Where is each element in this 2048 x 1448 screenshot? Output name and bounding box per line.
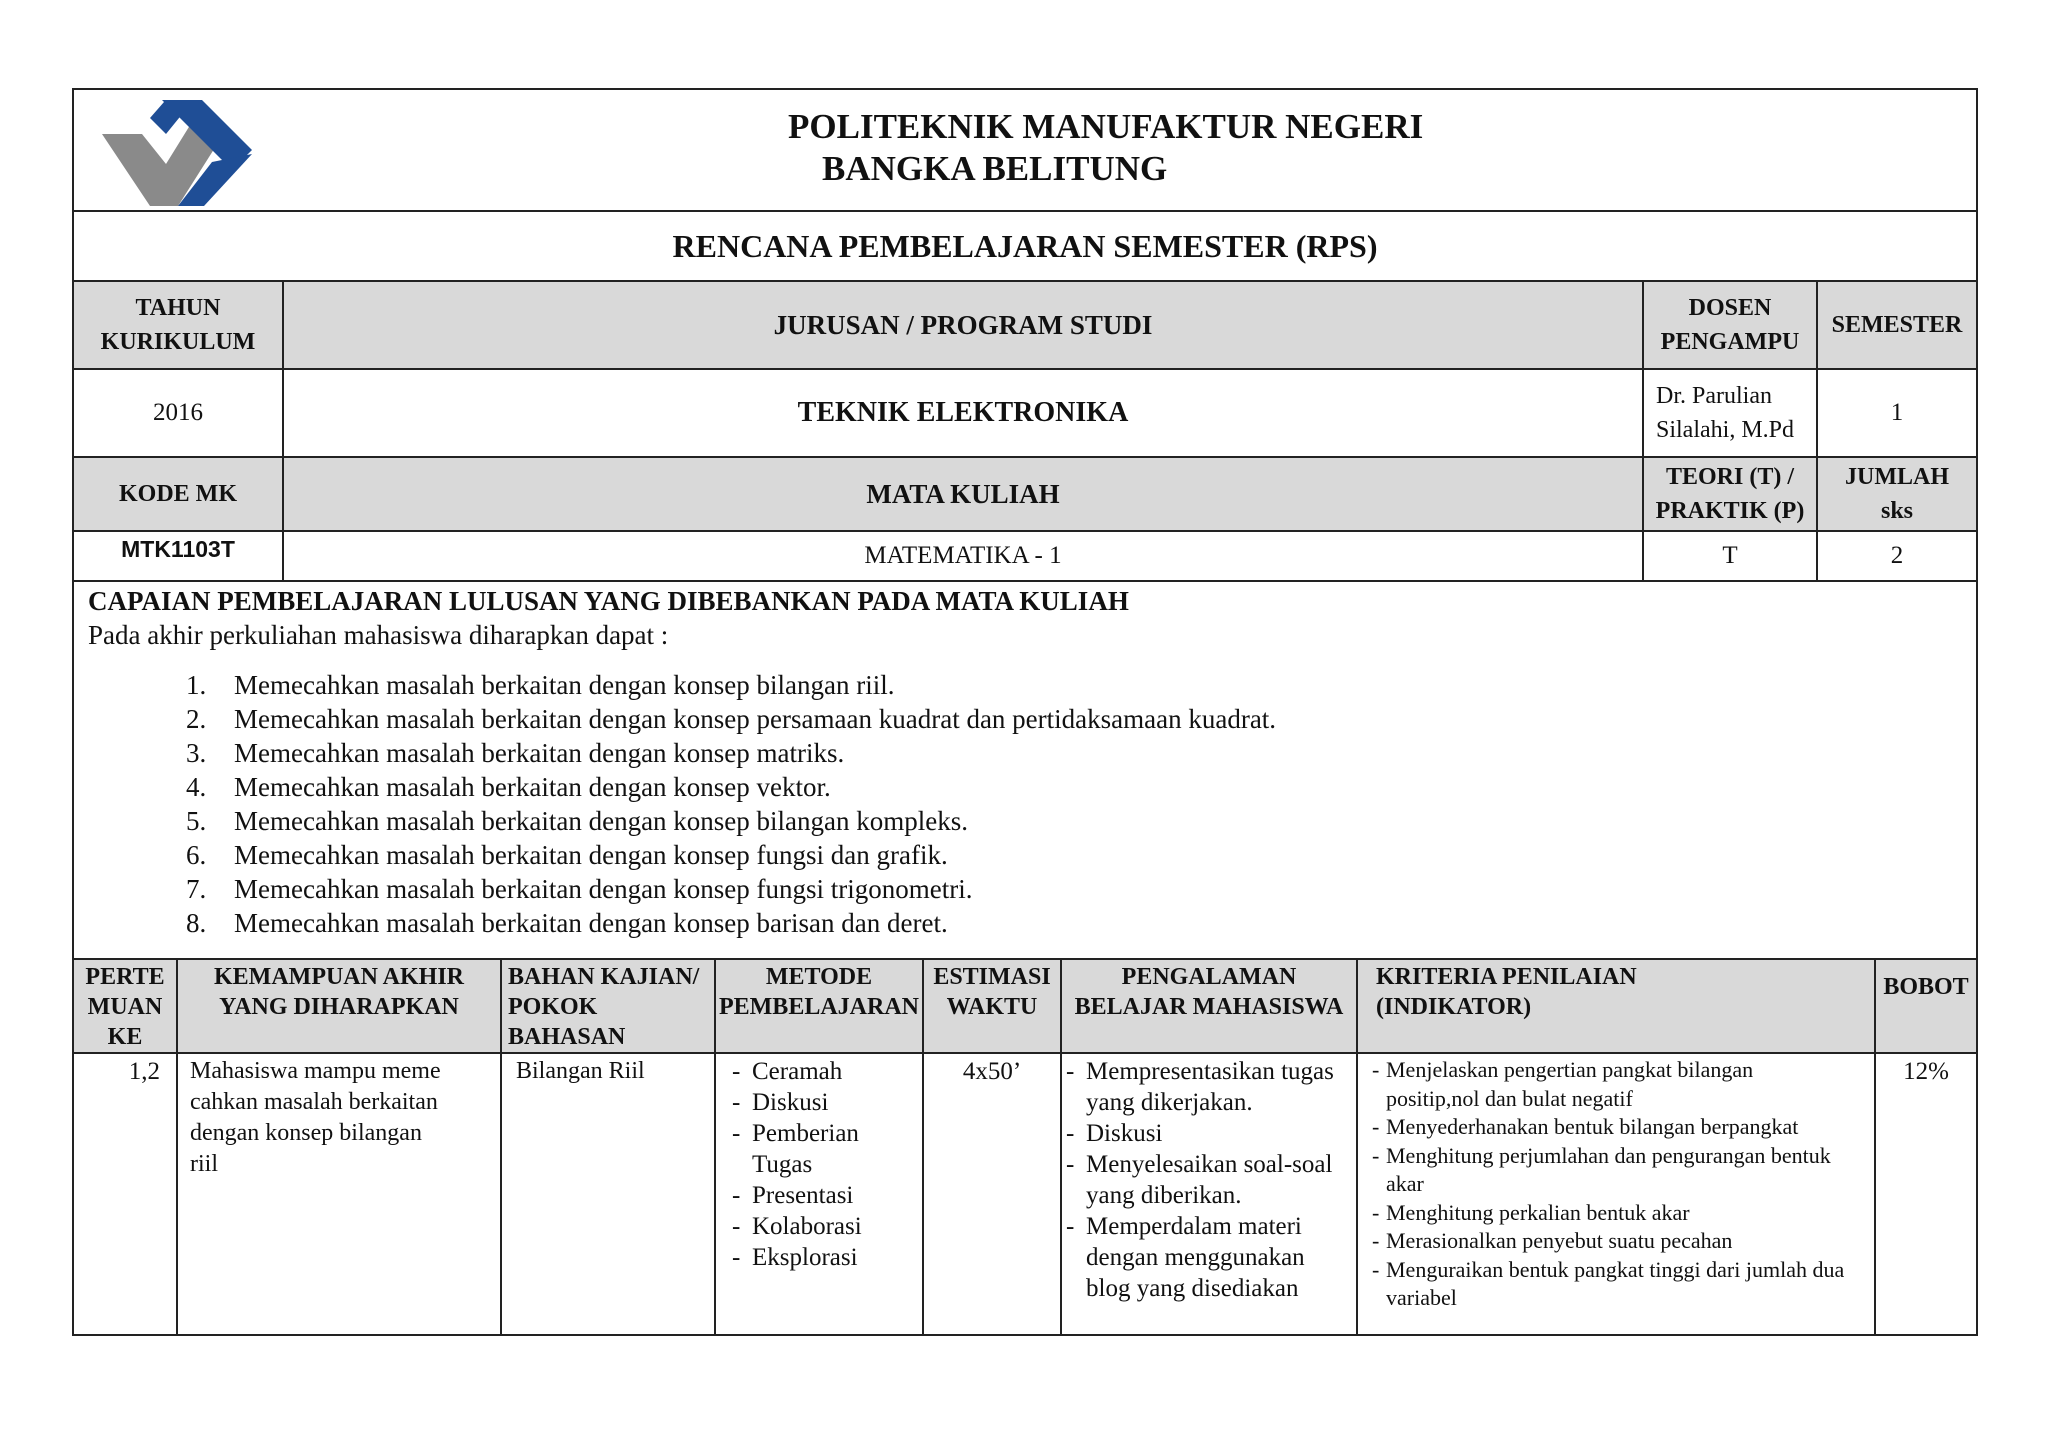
list-item: - Menguraikan bentuk pangkat tinggi dari jumlah dua variabel — [1358, 1256, 1850, 1313]
institution-name-line1: POLITEKNIK MANUFAKTUR NEGERI — [788, 107, 1424, 146]
institution-name-line2: BANGKA BELITUNG — [822, 149, 1168, 188]
course-values-row — [74, 532, 1976, 582]
info-values-row — [74, 370, 1976, 458]
dosen-value: Dr. Parulian Silalahi, M.Pd — [1644, 370, 1818, 456]
kode-mk-header: KODE MK — [74, 458, 284, 530]
cpl-item: 6. Memecahkan masalah berkaitan dengan konsep fungsi dan grafik. — [186, 840, 948, 870]
kemampuan-header: KEMAMPUAN AKHIR YANG DIHARAPKAN — [178, 960, 502, 1052]
metode-header: METODE PEMBELAJARAN — [716, 960, 924, 1052]
pengalaman-list — [1066, 1056, 1350, 1304]
jurusan-header: JURUSAN / PROGRAM STUDI — [284, 282, 1644, 368]
list-item: - Memperdalam materi dengan menggunakan blog yang disediakan — [1066, 1211, 1350, 1304]
jurusan-value: TEKNIK ELEKTRONIKA — [284, 370, 1644, 456]
title-row — [74, 212, 1976, 282]
list-item: - Eksplorasi — [732, 1242, 922, 1273]
info-header-row — [74, 282, 1976, 370]
bobot-header: BOBOT — [1883, 974, 1969, 1000]
list-item: - Merasionalkan penyebut suatu pecahan — [1358, 1227, 1850, 1256]
jumlah-sks-value: 2 — [1890, 542, 1904, 569]
plan-header-row — [74, 960, 1976, 1054]
mata-kuliah-header: MATA KULIAH — [284, 458, 1644, 530]
document-title: RENCANA PEMBELAJARAN SEMESTER (RPS) — [672, 227, 1378, 264]
cpl-list — [186, 668, 1277, 940]
cpl-section — [74, 582, 1976, 960]
teori-value: T — [1644, 532, 1818, 580]
cpl-title: CAPAIAN PEMBELAJARAN LULUSAN YANG DIBEBANKAN PADA MATA KULIAH — [88, 586, 1129, 616]
metode-value — [716, 1054, 924, 1336]
pengalaman-header: PENGALAMAN BELAJAR MAHASISWA — [1062, 960, 1358, 1052]
list-item: - Menjelaskan pengertian pangkat bilangan positip,nol dan bulat negatif — [1358, 1056, 1850, 1113]
course-header-row — [74, 458, 1976, 532]
cpl-item: 8. Memecahkan masalah berkaitan dengan konsep barisan dan deret. — [186, 908, 948, 938]
jumlah-sks-header: JUMLAH sks — [1845, 464, 1949, 524]
list-item: - Ceramah — [732, 1056, 922, 1087]
dosen-header: DOSEN PENGAMPU — [1644, 282, 1818, 368]
teori-praktik-header: TEORI (T) / PRAKTIK (P) — [1644, 458, 1818, 530]
list-item: - Kolaborasi — [732, 1211, 922, 1242]
bahan-kajian-header: BAHAN KAJIAN/ POKOK BAHASAN — [502, 960, 716, 1052]
header-row — [74, 90, 1976, 212]
cpl-item: 1. Memecahkan masalah berkaitan dengan konsep bilangan riil. — [186, 670, 895, 700]
pertemuan-value: 1,2 — [74, 1054, 178, 1336]
bahan-kajian-value: Bilangan Riil — [502, 1054, 716, 1336]
list-item: - Mempresentasikan tugas yang dikerjakan. — [1066, 1056, 1350, 1118]
cpl-item: 7. Memecahkan masalah berkaitan dengan konsep fungsi trigonometri. — [186, 874, 973, 904]
tahun-value: 2016 — [74, 370, 284, 456]
estimasi-header: ESTIMASI WAKTU — [924, 960, 1062, 1052]
list-item: - Menyederhanakan bentuk bilangan berpangkat — [1358, 1113, 1850, 1142]
kriteria-value — [1358, 1054, 1876, 1336]
tahun-kurikulum-header: TAHUN KURIKULUM — [74, 282, 284, 368]
list-item: - Diskusi — [732, 1087, 922, 1118]
cpl-item: 4. Memecahkan masalah berkaitan dengan konsep vektor. — [186, 772, 831, 802]
semester-header: SEMESTER — [1831, 312, 1963, 338]
bobot-value: 12% — [1903, 1058, 1949, 1085]
cpl-item: 3. Memecahkan masalah berkaitan dengan konsep matriks. — [186, 738, 845, 768]
estimasi-value: 4x50’ — [924, 1054, 1062, 1336]
cpl-item: 5. Memecahkan masalah berkaitan dengan konsep bilangan kompleks. — [186, 806, 969, 836]
pengalaman-value — [1062, 1054, 1358, 1336]
kriteria-header: KRITERIA PENILAIAN (INDIKATOR) — [1358, 960, 1876, 1052]
list-item: - Presentasi — [732, 1180, 922, 1211]
list-item: - Menyelesaikan soal-soal yang diberikan. — [1066, 1149, 1350, 1211]
list-item: - Pemberian Tugas — [732, 1118, 922, 1180]
list-item: - Diskusi — [1066, 1118, 1350, 1149]
pertemuan-header: PERTE MUAN KE — [74, 960, 178, 1052]
cpl-intro: Pada akhir perkuliahan mahasiswa diharapkan dapat : — [88, 620, 669, 650]
list-item: - Menghitung perjumlahan dan pengurangan bentuk akar — [1358, 1142, 1850, 1199]
mata-kuliah-value: MATEMATIKA - 1 — [284, 532, 1644, 580]
kode-mk-value: MTK1103T — [74, 532, 284, 580]
list-item: - Menghitung perkalian bentuk akar — [1358, 1199, 1850, 1228]
kriteria-list — [1358, 1056, 1850, 1313]
semester-value: 1 — [1890, 399, 1904, 426]
cpl-item: 2. Memecahkan masalah berkaitan dengan konsep persamaan kuadrat dan pertidaksamaan kuadrat. — [186, 704, 1277, 734]
rps-document — [72, 88, 1978, 1336]
institution-logo — [92, 94, 262, 210]
plan-data-row — [74, 1054, 1976, 1336]
metode-list — [732, 1056, 922, 1273]
kemampuan-value: Mahasiswa mampu meme cahkan masalah berkaitan dengan konsep bilangan riil — [178, 1054, 502, 1336]
